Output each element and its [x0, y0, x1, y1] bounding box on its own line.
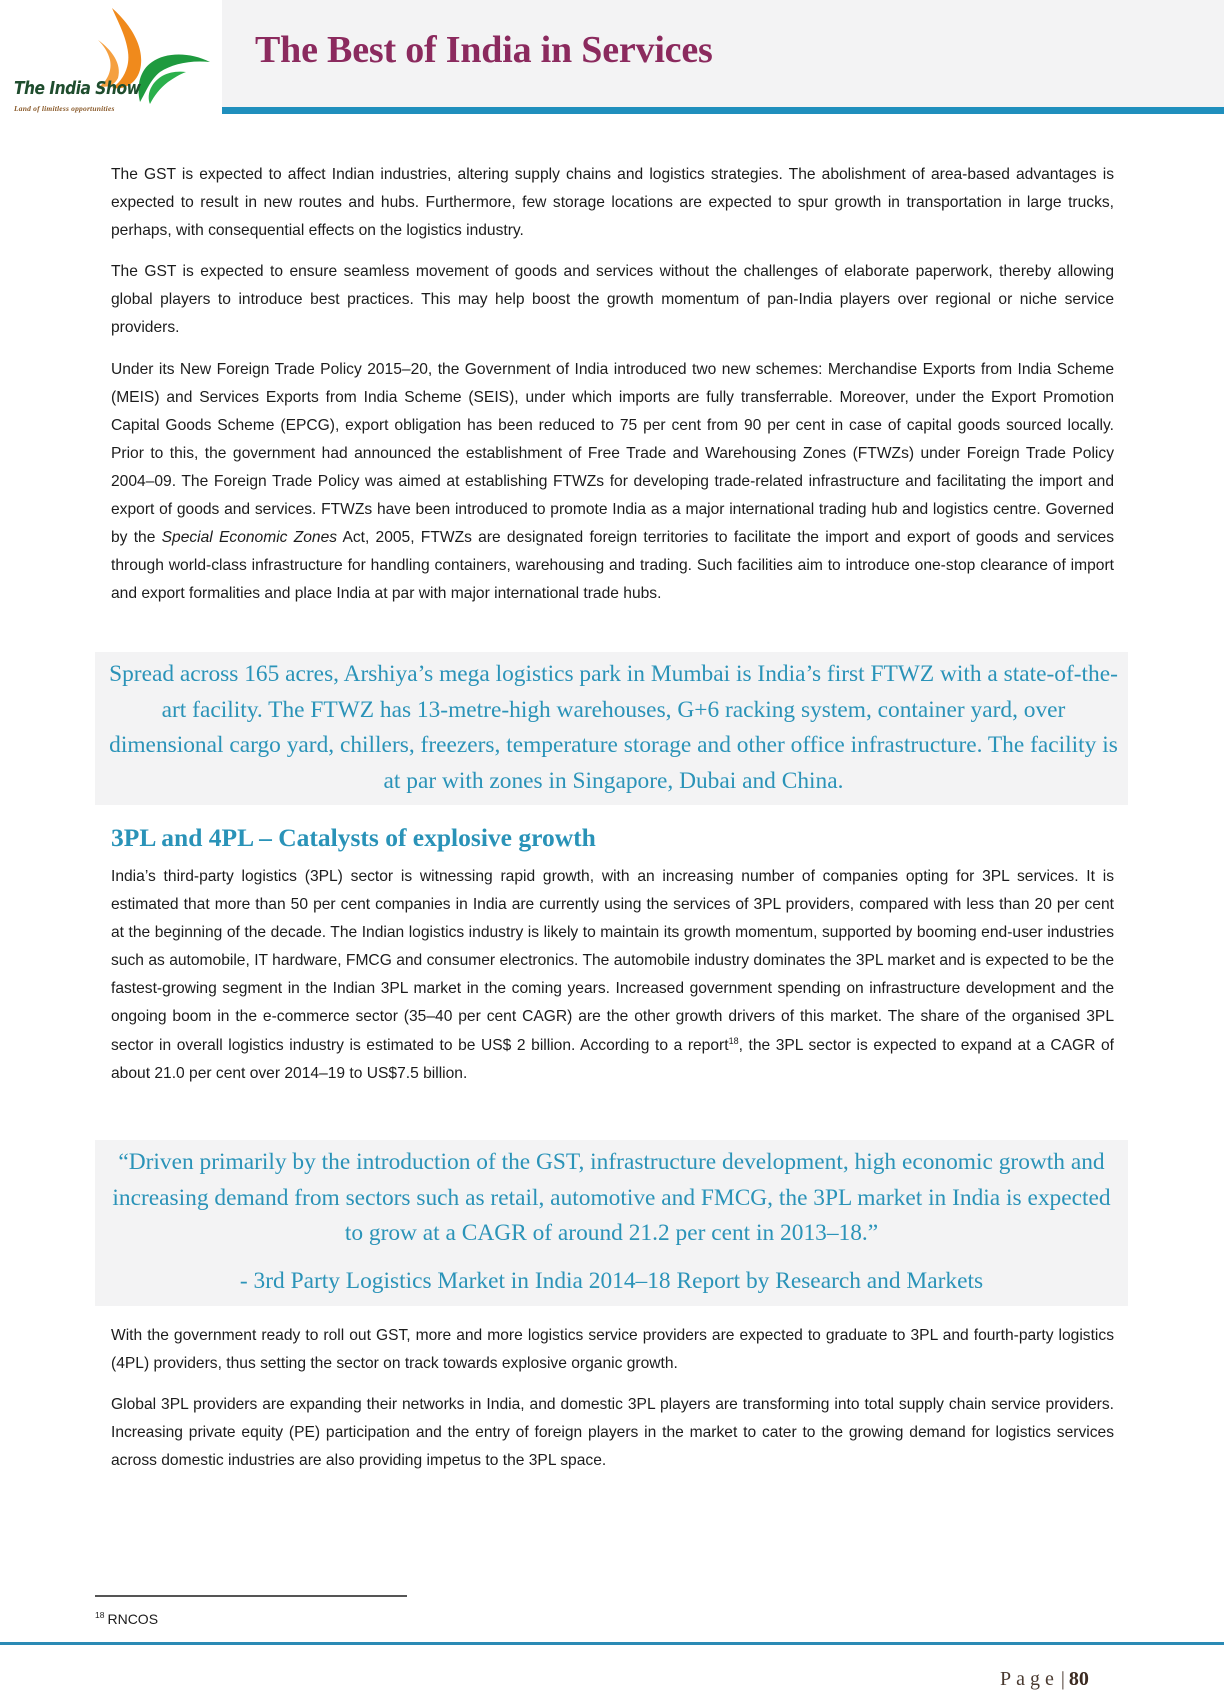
quote-attribution: - 3rd Party Logistics Market in India 2014–18 Report by Research and Markets: [239, 1267, 984, 1294]
section-heading-bold: 3PL and 4PL –: [111, 823, 272, 852]
footnote-number: 18: [95, 1610, 105, 1620]
body-closing: [111, 1322, 1114, 1488]
paragraph-gst-impact: The GST is expected to affect Indian industries, altering supply chains and logistics strategies. The abolishment of area-based advantages is expected to result in new routes and hubs. Furthermore, few storage locations are expected to spur growth in transportation in large trucks, perhaps, with consequential effects on the logistics industry.: [111, 166, 1114, 240]
footnote-ref[interactable]: 18: [728, 1035, 739, 1046]
india-show-logo: [0, 0, 222, 116]
footnote-divider: [95, 1595, 407, 1597]
page-label: Page: [1000, 1668, 1059, 1690]
logo-tagline: Land of limitless opportunities: [14, 104, 115, 113]
page-number: [1000, 1668, 1089, 1691]
page-title: The Best of India in Services: [255, 29, 713, 71]
paragraph-gst-movement: The GST is expected to ensure seamless movement of goods and services without the challenges of elaborate paperwork, thereby allowing global players to introduce best practices. This may help boost the growth momentum of pan-India players over regional or niche service providers.: [111, 263, 1114, 337]
section-heading-regular: Catalysts of explosive growth: [271, 823, 596, 852]
ftp-italic-act-name: Special Economic Zones: [161, 529, 338, 547]
callout-text: Spread across 165 acres, Arshiya’s mega logistics park in Mumbai is India’s first FTWZ with a state-of-the-art facility. The FTWZ has 13-metre-high warehouses, G+6 racking system, container yard, over dimensional cargo yard, chillers, freezers, temperature storage and other office infrastructure. The facility is at par with zones in Singapore, Dubai and China.: [109, 661, 1118, 794]
quote-text: “Driven primarily by the introduction of the GST, infrastructure development, high economic growth and increasing demand from sectors such as retail, automotive and FMCG, the 3PL market in India is expected to grow at a CAGR of around 21.2 per cent in 2013–18.”: [112, 1149, 1111, 1246]
section-heading: [111, 823, 596, 853]
paragraph-foreign-trade-policy: [111, 356, 1114, 609]
paragraph-3pl-growth: [111, 863, 1114, 1088]
ftp-text-part-2: Act, 2005, FTWZs are designated foreign territories to facilitate the import and export of goods and services through world-class infrastructure for handling containers, warehousing and trading. Such facilities aim to introduce one-stop clearance of import and export formalities and place India at par with major international trade hubs.: [111, 529, 1114, 603]
callout-quote-3pl-market: [95, 1140, 1128, 1306]
logo-name: The India Show: [14, 78, 141, 99]
paragraph-gst-rollout: With the government ready to roll out GST, more and more logistics service providers are expected to graduate to 3PL and fourth-party logistics (4PL) providers, thus setting the sector on track towards explosive organic growth.: [111, 1327, 1114, 1373]
header-rule: [222, 107, 1224, 114]
footnote-text: RNCOS: [107, 1611, 159, 1627]
ftp-text-part-1: Under its New Foreign Trade Policy 2015–20, the Government of India introduced two new schemes: Merchandise Exports from India Scheme (MEIS) and Services Exports from India Scheme (SEIS), under which imports are fully transferrable. Moreover, under the Export Promotion Capital Goods Scheme (EPCG), export obligation has been reduced to 75 per cent from 90 per cent in case of capital goods sourced locally. Prior to this, the government had announced the establishment of Free Trade and Warehousing Zones (FTWZs) under Foreign Trade Policy 2004–09. The Foreign Trade Policy was aimed at establishing FTWZs for developing trade-related infrastructure and facilitating the import and export of goods and services. FTWZs have been introduced to promote India as a major international trading hub and logistics centre. Governed by the: [111, 360, 1114, 547]
footnote: [95, 1610, 158, 1627]
footer-rule: [0, 1642, 1224, 1645]
threepl-text-part-2: , the 3PL sector is expected to expand at a CAGR of about 21.0 per cent over 2014–19 to US$7.5 billion.: [111, 1036, 1114, 1082]
body-intro: [111, 161, 1114, 621]
threepl-text-part-1: India’s third-party logistics (3PL) sector is witnessing rapid growth, with an increasing number of companies opting for 3PL services. It is estimated that more than 50 per cent companies in India are currently using the services of 3PL providers, compared with less than 20 per cent at the beginning of the decade. The Indian logistics industry is likely to maintain its growth momentum, supported by booming end-user industries such as automobile, IT hardware, FMCG and consumer electronics. The automobile industry dominates the 3PL market and is expected to be the fastest-growing segment in the Indian 3PL market in the coming years. Increased government spending on infrastructure development and the ongoing boom in the e-commerce sector (35–40 per cent CAGR) are the other growth drivers of this market. The share of the organised 3PL sector in overall logistics industry is estimated to be US$ 2 billion. According to a report: [111, 868, 1114, 1054]
paragraph-global-3pl: Global 3PL providers are expanding their networks in India, and domestic 3PL players are transforming into total supply chain service providers. Increasing private equity (PE) participation and the entry of foreign players in the market to cater to the growing demand for logistics services across domestic industries are also providing impetus to the 3PL space.: [111, 1396, 1114, 1470]
body-3pl: [111, 863, 1114, 1101]
page-header: [0, 0, 1224, 116]
page-separator: |: [1060, 1668, 1065, 1690]
callout-arshiya-ftwz: [95, 652, 1128, 805]
page-number-value: 80: [1068, 1668, 1089, 1690]
